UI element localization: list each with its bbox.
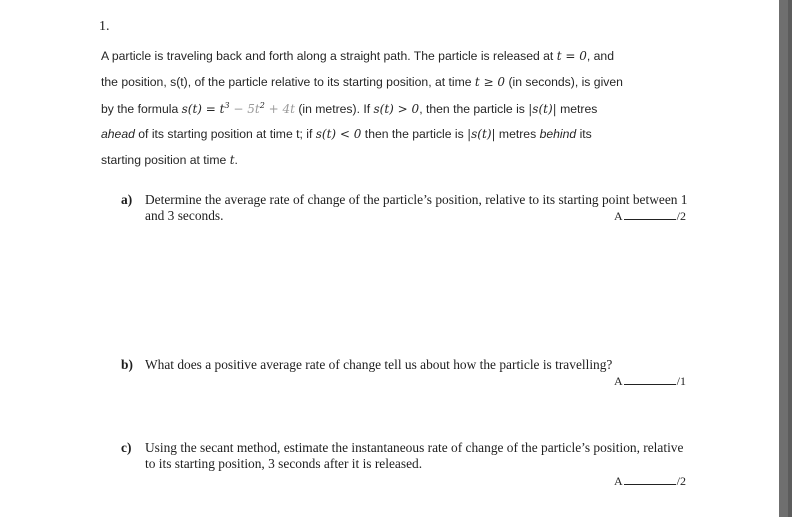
mark-blank [624,210,676,220]
intro-text: , and [586,49,614,63]
intro-line-2 [101,75,623,89]
intro-line-4 [101,127,592,141]
intro-line-3 [101,101,597,116]
intro-text: of its starting position at time t; if [134,127,316,141]
intro-text: starting position at time [101,153,230,167]
intro-text: the position, s(t), of the particle relative to its starting position, at time [101,75,475,89]
part-c-letter: c) [121,440,132,455]
math-t-geq-zero: t ≥ 0 [474,75,506,89]
part-c-text: Using the secant method, estimate the instantaneous rate of change of the particle’s position, relative [145,440,684,455]
mark-label: A [614,209,623,223]
math-formula [182,102,295,116]
part-a-line-2: and 3 seconds. [145,208,224,223]
math-inequality: s(t) > 0 [373,102,420,116]
intro-text: . [234,153,238,167]
intro-text: A particle is traveling back and forth along a straight path. The particle is released at [101,49,557,63]
math-abs-value: |s(t)| [528,102,557,116]
emphasis-behind: behind [539,127,577,141]
part-c-line-2: to its starting position, 3 seconds after it is released. [145,456,423,471]
mark-label: A [614,374,623,388]
mark-total: /2 [676,209,687,223]
intro-text: metres [495,127,540,141]
part-b-line-1 [121,357,612,373]
mark-blank [624,475,676,485]
part-c-mark [614,474,686,489]
intro-text: (in seconds), is given [505,75,623,89]
part-a-line-1 [121,192,688,208]
part-b-letter: b) [121,357,133,372]
mark-total: /2 [676,474,687,488]
mark-label: A [614,474,623,488]
math-exponent: 2 [259,101,265,110]
part-b-text: What does a positive average rate of change tell us about how the particle is travelling? [145,357,613,372]
math-abs-value: |s(t)| [467,127,496,141]
intro-line-5 [101,153,238,167]
math-inequality: s(t) < 0 [315,127,362,141]
intro-line-1 [101,49,614,63]
math-t: t [229,153,235,167]
mark-blank [624,375,676,385]
intro-text: (in metres). If [294,102,374,116]
scrollbar-edge [788,0,792,517]
math-term: s(t) = t [181,102,225,116]
part-a-text: Determine the average rate of change of the particle’s position, relative to its starting point between 1 [145,192,688,207]
math-exponent: 3 [224,101,230,110]
emphasis-ahead: ahead [101,127,135,141]
mark-total: /1 [676,374,687,388]
part-a-mark [614,209,686,224]
intro-text: then the particle is [361,127,468,141]
question-number: 1. [99,19,110,34]
intro-text: metres [556,102,598,116]
intro-text: its [576,127,592,141]
math-t-equals-zero: t = 0 [556,49,587,63]
intro-text: by the formula [101,102,182,116]
part-c-line-1 [121,440,683,456]
math-term: − 5t [229,102,260,116]
intro-text: , then the particle is [419,102,529,116]
part-b-mark [614,374,686,389]
part-a-letter: a) [121,192,133,207]
math-term: + 4t [264,102,295,116]
